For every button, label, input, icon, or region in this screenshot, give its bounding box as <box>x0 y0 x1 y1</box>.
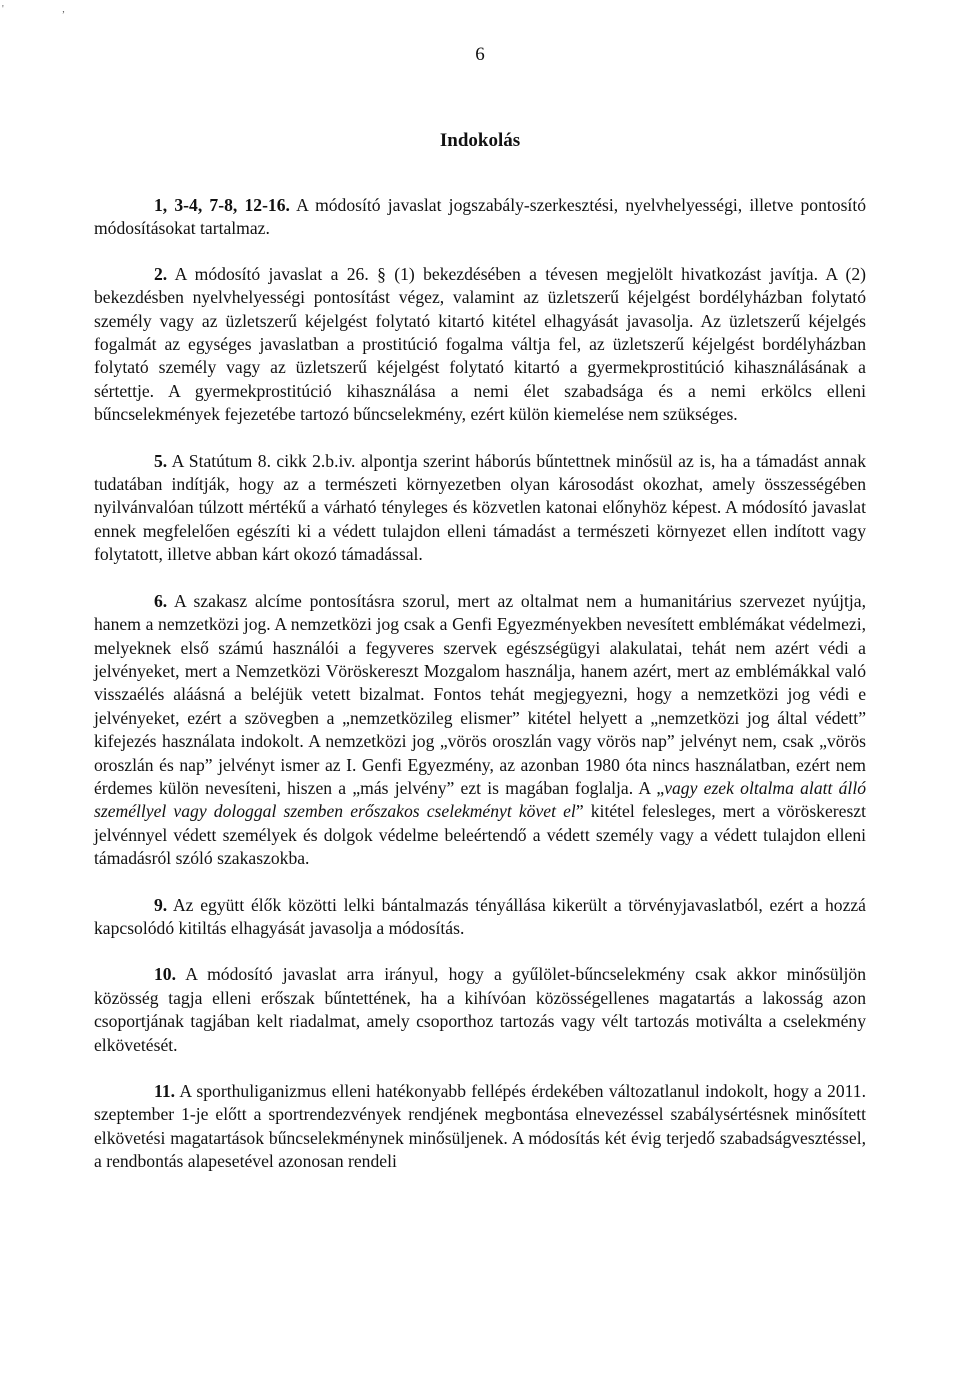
paragraph-number: 5. <box>154 450 168 471</box>
paragraph-6 <box>94 590 866 871</box>
paragraph-9 <box>94 894 866 941</box>
scan-corner-marks: ' , <box>2 4 93 15</box>
page-number: 6 <box>475 44 485 65</box>
paragraph-text: A módosító javaslat a 26. § (1) bekezdésében a tévesen megjelölt hivatkozást javítja. A (2) bekezdésben nyelvhelyességi pontosítást végez, valamint az üzletszerű kéjelgést bordélyházban folytató személy vagy az üzletszerű kéjelgést folytató kitartó kitétel elhagyását javasolja. Az üzletszerű kéjelgés fogalmát az egységes javaslatban a prostitúció fogalma váltja fel, az üzletszerű kéjelgést bordélyházban folytató személy vagy az üzletszerű kéjelgést folytató kitartó a gyermekprostitúció kihasználásának a sértettje. A gyermekprostitúció kihasználása a nemi élet szabadsága és a nemi erkölcs elleni bűncselekmények fejezetébe tartozó bűncselekmény, ezért külön kiemelése nem szükséges. <box>94 263 866 425</box>
paragraph-11 <box>94 1080 866 1174</box>
paragraph-text: A módosító javaslat arra irányul, hogy a gyűlölet-bűncselekmény csak akkor minősüljön közösség tagja elleni erőszak bűntettének, ha a kihívóan közösségellenes magatartás a lakosság azon csoportjának tagjában kelt riadalmat, amely csoporthoz tartozás vagy vélt tartozás motiválta a cselekmény elkövetését. <box>94 964 866 1055</box>
paragraph-text-continued: ” kitétel felesleges, mert a vöröskereszt jelvénnyel védett személyek és dolgok védelme beleértendő a védett személy vagy a védett tulajdon elleni támadásról szóló szakaszokba. <box>94 801 866 869</box>
paragraph-text: A szakasz alcíme pontosításra szorul, mert az oltalmat nem a humanitárius szervezet nyújtja, hanem a nemzetközi jog. A nemzetközi jog csak a Genfi Egyezményekben nevesített emblémákat védelmezi, melyeknek első számú használói a fegyveres szervek egészségügyi alakulatai, tehát nem azért védi a jelvényeket, mert a Nemzetközi Vöröskereszt Mozgalom használja, hanem azért, mert az emblémákkal való visszaélés aláásná a beléjük vetett bizalmat. Fontos tehát megjegyezni, hogy a nemzetközi jog védi e jelvényeket, ezért a szövegben a „nemzetközileg elismer” kitétel helyett a „nemzetközi jog által védett” kifejezés használata indokolt. A nemzetközi jog „vörös oroszlán vagy vörös nap” jelvényt nem, csak „vörös oroszlán és nap” jelvényt ismer az I. Genfi Egyezmény, az azonban 1980 óta nincs használatban, ezért nem érdemes külön nevesíteni, hiszen a „más jelvény” ezt is magában foglalja. A „ <box>94 590 866 798</box>
paragraph-number: 1, 3-4, 7-8, 12-16. <box>154 195 290 215</box>
paragraph-text: A módosító javaslat jogszabály-szerkesztési, nyelvhelyességi, illetve pontosító módosításokat tartalmaz. <box>94 195 866 239</box>
paragraph-number: 11. <box>154 1081 176 1101</box>
paragraph-number: 6. <box>154 590 168 611</box>
document-body <box>94 194 866 1197</box>
paragraph-5 <box>94 450 866 567</box>
paragraph-number: 2. <box>154 263 168 284</box>
paragraph-text: A Statútum 8. cikk 2.b.iv. alpontja szerint háborús bűntettnek minősül az is, ha a támadást annak tudatában indítják, hogy az a természeti környezetben olyan károsodást okozhat, amely összességében nyilvánvalóan túlzott mértékű a várható tényleges és közvetlen katonai előnyhöz képest. A módosító javaslat ennek megfelelően egészíti ki a védett tulajdon elleni támadást a természeti környezet ellen indított vagy folytatott, illetve abban kárt okozó támadással. <box>94 450 866 565</box>
paragraph-10 <box>94 963 866 1057</box>
paragraph-text: Az együtt élők közötti lelki bántalmazás tényállása kikerült a törvényjavaslatból, ezért a hozzá kapcsolódó kitiltás elhagyását javasolja a módosítás. <box>94 894 866 938</box>
paragraph-2 <box>94 263 866 427</box>
paragraph-text: A sporthuliganizmus elleni hatékonyabb fellépés érdekében változatlanul indokolt, hogy a 2011. szeptember 1-je előtt a sportrendezvények rendjének megbontása elnevezéssel szabálysértésnek minősített elkövetési magatartások bűncselekménynek minősüljenek. A módosítás két évig terjedő szabadságvesztéssel, a rendbontás alapesetével azonosan rendeli <box>94 1081 866 1172</box>
paragraph-number: 9. <box>154 894 168 915</box>
section-heading: Indokolás <box>439 130 521 151</box>
paragraph-italic-quote: vagy ezek oltalma alatt álló személlyel vagy dologgal szemben erőszakos cselekményt követ el <box>94 777 866 822</box>
paragraph-number: 10. <box>154 964 176 985</box>
paragraph-1 <box>94 194 866 241</box>
